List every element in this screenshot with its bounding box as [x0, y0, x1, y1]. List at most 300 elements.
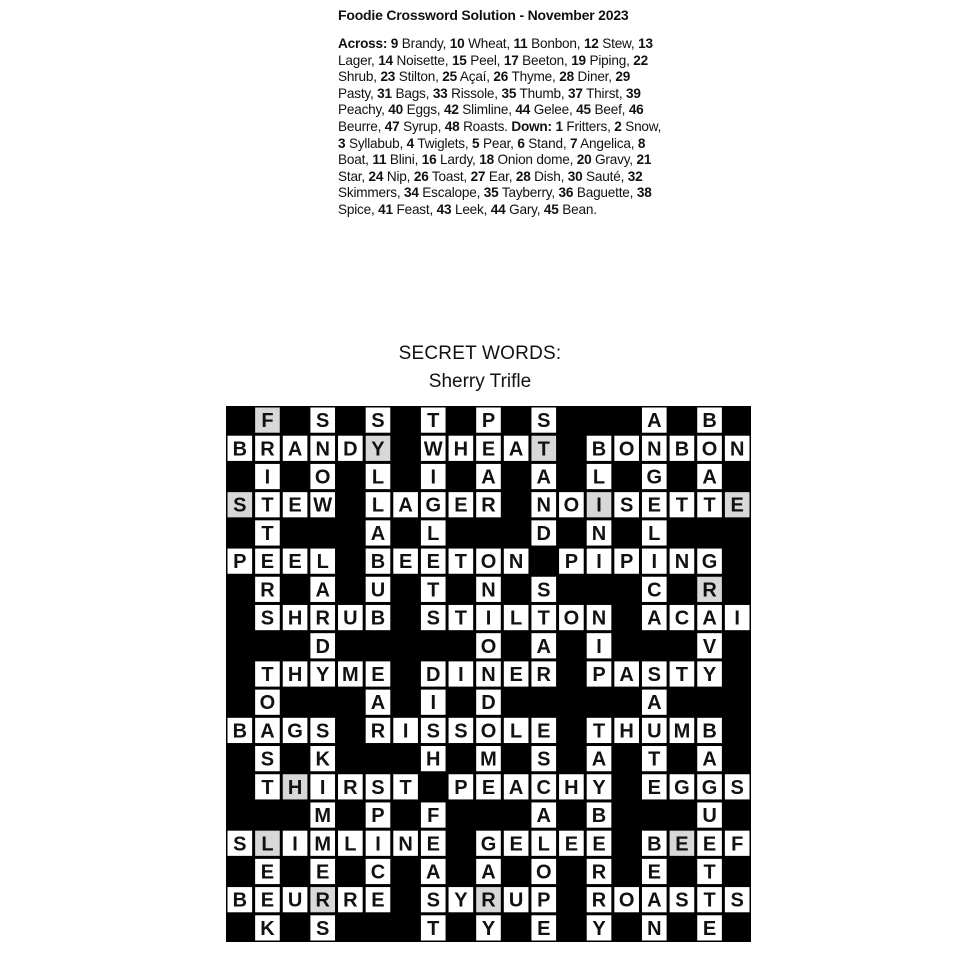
- down-clue-number: 3: [338, 135, 346, 151]
- grid-cell: [338, 774, 363, 799]
- grid-cell: [366, 718, 391, 743]
- grid-cell: [255, 577, 280, 602]
- cell-letter: A: [647, 607, 662, 630]
- cell-letter: B: [591, 438, 607, 461]
- grid-cell: [642, 464, 667, 489]
- cell-letter: S: [537, 748, 551, 771]
- grid-cell: [587, 633, 612, 658]
- cell-letter: N: [647, 917, 662, 940]
- cell-letter: R: [370, 720, 386, 743]
- cell-letter: I: [319, 776, 326, 799]
- grid-cell: [642, 436, 667, 461]
- cell-letter: S: [537, 579, 551, 602]
- grid-cell: [642, 408, 667, 433]
- solution-title: Foodie Crossword Solution - November 2023: [338, 7, 629, 23]
- grid-cell: [338, 436, 363, 461]
- across-clue-number: 9: [390, 36, 399, 51]
- grid-cell: [421, 492, 446, 517]
- grid-cell: [228, 831, 253, 856]
- across-clue-answer: Rissole: [451, 85, 495, 101]
- down-clue-number: 34: [403, 185, 419, 201]
- cell-letter: C: [536, 776, 551, 799]
- down-answers: 1 Fritters, 2 Snow, 3 Syllabub, 4 Twiglets, 5 Pear, 6 Stand, 7 Angelica, 8 Boat, 11 Blini, 16 Lardy, 18 Onion dome, 20 Gravy, 21 Star, 24 Nip, 26 Toast, 27 Ear, 28 Dish, 30 Sauté, 32 Skimmers, 34 Escalope, 35 Tayberry, 36 Baguette, 38 Spice, 41 Feast, 43 Leek, 44 Gary, 45 Bean.: [338, 118, 662, 217]
- grid-cell: [531, 831, 556, 856]
- cell-letter: L: [316, 551, 329, 574]
- cell-letter: S: [233, 494, 247, 517]
- grid-cell: [421, 859, 446, 884]
- cell-letter: O: [259, 692, 276, 715]
- grid-cell: [255, 690, 280, 715]
- grid-cell: [697, 661, 722, 686]
- cell-letter: D: [481, 692, 496, 715]
- grid-cell: [531, 436, 556, 461]
- grid-cell: [366, 464, 391, 489]
- cell-letter: S: [537, 410, 551, 433]
- grid-cell: [228, 492, 253, 517]
- cell-letter: A: [481, 466, 496, 489]
- cell-letter: G: [701, 551, 718, 574]
- grid-cell: [531, 408, 556, 433]
- grid-cell: [476, 915, 501, 940]
- down-clue-answer: Ear: [488, 168, 509, 184]
- cell-letter: S: [371, 410, 385, 433]
- grid-cell: [642, 887, 667, 912]
- cell-letter: T: [537, 607, 550, 630]
- cell-letter: C: [370, 861, 386, 884]
- grid-cell: [310, 887, 335, 912]
- grid-cell: [338, 887, 363, 912]
- grid-cell: [449, 718, 474, 743]
- grid-cell: [366, 887, 391, 912]
- cell-letter: P: [564, 551, 579, 574]
- grid-cell: [587, 915, 612, 940]
- cell-letter: Y: [592, 776, 606, 799]
- grid-cell: [697, 436, 722, 461]
- grid-cell: [310, 831, 335, 856]
- cell-letter: P: [454, 776, 468, 799]
- cell-letter: H: [287, 664, 303, 686]
- cell-letter: B: [647, 833, 662, 856]
- grid-cell: [697, 915, 722, 940]
- cell-letter: R: [702, 579, 717, 602]
- cell-letter: R: [591, 889, 607, 912]
- grid-cell: [449, 605, 474, 630]
- grid-cell: [614, 718, 639, 743]
- cell-letter: S: [316, 917, 330, 940]
- cell-letter: B: [591, 805, 607, 828]
- grid-cell: [338, 831, 363, 856]
- cell-letter: T: [592, 720, 606, 743]
- cell-letter: L: [510, 607, 523, 630]
- down-clue-number: 8: [637, 135, 646, 151]
- grid-cell: [587, 746, 612, 771]
- cell-letter: A: [536, 466, 551, 489]
- grid-cell: [476, 436, 501, 461]
- cell-letter: M: [314, 805, 332, 828]
- down-clue-answer: Lardy: [440, 152, 473, 168]
- across-clue-number: 10: [449, 36, 465, 51]
- cell-letter: E: [288, 551, 302, 574]
- cell-letter: E: [592, 833, 606, 856]
- cell-letter: Y: [316, 664, 330, 686]
- grid-cell: [366, 605, 391, 630]
- grid-cell: [366, 774, 391, 799]
- cell-letter: E: [288, 494, 302, 517]
- grid-cell: [614, 549, 639, 574]
- cell-letter: S: [426, 889, 440, 912]
- cell-letter: A: [370, 522, 386, 545]
- down-clue-number: 18: [479, 152, 494, 168]
- across-clue-number: 45: [576, 102, 591, 118]
- cell-letter: N: [315, 438, 330, 461]
- cell-letter: G: [646, 466, 663, 489]
- grid-cell: [642, 605, 667, 630]
- solution-body: [338, 36, 668, 219]
- cell-letter: Y: [592, 917, 606, 940]
- grid-cell: [670, 661, 695, 686]
- across-clue-answer: Brandy: [401, 36, 443, 51]
- across-clue-number: 47: [384, 118, 400, 134]
- down-clue-number: 30: [567, 168, 583, 184]
- grid-cell: [697, 633, 722, 658]
- cell-letter: I: [734, 607, 740, 630]
- grid-cell: [476, 774, 501, 799]
- grid-cell: [366, 859, 391, 884]
- grid-cell: [366, 690, 391, 715]
- across-clue-number: 33: [432, 85, 448, 101]
- grid-cell: [559, 605, 584, 630]
- cell-letter: U: [647, 720, 662, 743]
- grid-cell: [531, 577, 556, 602]
- cell-letter: O: [535, 861, 552, 884]
- grid-cell: [476, 859, 501, 884]
- down-clue-number: 36: [558, 185, 574, 201]
- cell-letter: E: [730, 494, 744, 517]
- grid-cell: [449, 492, 474, 517]
- grid-cell: [504, 831, 529, 856]
- cell-letter: D: [343, 438, 358, 461]
- grid-cell: [697, 605, 722, 630]
- across-clue-answer: Beef: [594, 102, 622, 118]
- down-clue-answer: Feast: [396, 201, 430, 217]
- grid-cell: [670, 831, 695, 856]
- across-clue-number: 12: [583, 36, 599, 51]
- grid-cell: [476, 746, 501, 771]
- cell-letter: T: [703, 889, 716, 912]
- cell-letter: K: [315, 748, 330, 771]
- across-clue-answer: Piping: [589, 52, 627, 68]
- secret-words-title: SECRET WORDS:: [398, 343, 562, 364]
- cell-letter: R: [260, 438, 275, 461]
- cell-letter: P: [619, 551, 634, 574]
- across-clue-number: 28: [559, 69, 574, 85]
- cell-letter: S: [647, 664, 661, 686]
- cell-letter: A: [702, 748, 717, 771]
- cell-letter: P: [481, 410, 496, 433]
- grid-cell: [421, 887, 446, 912]
- cell-letter: Y: [481, 917, 496, 940]
- cell-letter: W: [423, 438, 443, 461]
- across-clue-answer: Wheat: [468, 36, 507, 51]
- cell-letter: H: [426, 748, 441, 771]
- grid-cell: [531, 464, 556, 489]
- cell-letter: B: [702, 410, 717, 433]
- grid-cell: [642, 661, 667, 686]
- grid-cell: [670, 774, 695, 799]
- cell-letter: D: [536, 522, 551, 545]
- cell-letter: O: [618, 438, 635, 461]
- cell-letter: Y: [702, 664, 717, 686]
- cell-letter: H: [453, 438, 469, 461]
- grid-cell: [476, 690, 501, 715]
- grid-cell: [642, 520, 667, 545]
- cell-letter: N: [481, 579, 496, 602]
- across-clue-number: 17: [503, 52, 519, 68]
- grid-cell: [476, 492, 501, 517]
- grid-cell: [531, 718, 556, 743]
- cell-letter: P: [592, 664, 606, 686]
- across-clue-number: 23: [380, 69, 396, 85]
- grid-cell: [228, 718, 253, 743]
- grid-cell: [725, 831, 750, 856]
- across-clue-answer: Stilton: [398, 69, 436, 85]
- down-clue-answer: Star: [338, 168, 362, 184]
- cell-letter: T: [399, 776, 412, 799]
- cell-letter: A: [508, 776, 524, 799]
- down-clue-answer: Gravy: [595, 152, 630, 168]
- cell-letter: E: [702, 917, 717, 940]
- across-clue-number: 19: [571, 52, 586, 68]
- grid-cell: [642, 718, 667, 743]
- across-clue-number: 44: [515, 102, 531, 118]
- cell-letter: E: [647, 494, 661, 517]
- cell-letter: R: [315, 607, 330, 630]
- down-clue-answer: Bean: [562, 201, 594, 217]
- cell-letter: S: [233, 833, 247, 856]
- grid-cell: [642, 746, 667, 771]
- across-clue-answer: Thyme: [511, 69, 553, 85]
- cell-letter: C: [674, 607, 690, 630]
- grid-cell: [587, 436, 612, 461]
- grid-cell: [642, 859, 667, 884]
- grid-cell: [366, 831, 391, 856]
- cell-letter: E: [702, 833, 717, 856]
- grid-cell: [421, 436, 446, 461]
- grid-cell: [587, 520, 612, 545]
- grid-cell: [310, 915, 335, 940]
- cell-letter: H: [287, 607, 303, 630]
- grid-cell: [393, 549, 418, 574]
- cell-letter: T: [261, 776, 274, 799]
- grid-cell: [697, 746, 722, 771]
- cell-letter: H: [287, 776, 303, 799]
- cell-letter: L: [510, 720, 523, 743]
- cell-letter: L: [648, 522, 661, 545]
- grid-cell: [393, 718, 418, 743]
- cell-letter: A: [536, 805, 551, 828]
- cell-letter: E: [398, 551, 413, 574]
- grid-cell: [283, 887, 308, 912]
- cell-letter: T: [454, 551, 467, 574]
- grid-cell: [559, 831, 584, 856]
- grid-cell: [393, 774, 418, 799]
- grid-cell: [449, 774, 474, 799]
- grid-cell: [476, 408, 501, 433]
- down-clue-answer: Dish: [534, 168, 561, 184]
- grid-cell: [366, 436, 391, 461]
- grid-cell: [504, 774, 529, 799]
- grid-cell: [476, 661, 501, 686]
- cell-letter: O: [563, 494, 580, 517]
- down-clue-answer: Snow: [625, 118, 658, 134]
- cell-letter: O: [563, 607, 580, 630]
- grid-cell: [421, 915, 446, 940]
- across-clue-answer: Thirst: [586, 85, 619, 101]
- cell-letter: D: [426, 664, 441, 686]
- cell-letter: I: [596, 551, 602, 574]
- grid-cell: [476, 549, 501, 574]
- grid-cell: [366, 802, 391, 827]
- grid-cell: [476, 831, 501, 856]
- grid-cell: [255, 408, 280, 433]
- cell-letter: N: [398, 833, 413, 856]
- down-clue-number: 5: [472, 135, 480, 151]
- cell-letter: E: [371, 664, 385, 686]
- cell-letter: D: [315, 635, 330, 658]
- down-clue-answer: Skimmers: [338, 185, 397, 201]
- cell-letter: L: [344, 833, 357, 856]
- grid-cell: [476, 464, 501, 489]
- cell-letter: A: [702, 607, 717, 630]
- grid-cell: [255, 549, 280, 574]
- grid-cell: [504, 436, 529, 461]
- cell-letter: A: [508, 438, 524, 461]
- down-clue-number: 11: [372, 152, 387, 168]
- grid-cell: [421, 690, 446, 715]
- cell-letter: I: [596, 494, 602, 517]
- grid-cell: [697, 464, 722, 489]
- grid-cell: [283, 831, 308, 856]
- cell-letter: G: [701, 776, 718, 799]
- down-clue-number: 41: [378, 201, 393, 217]
- cell-letter: I: [292, 833, 298, 856]
- grid-cell: [255, 520, 280, 545]
- cell-letter: H: [619, 720, 634, 743]
- cell-letter: U: [508, 889, 524, 912]
- grid-cell: [421, 549, 446, 574]
- cell-letter: B: [232, 889, 248, 912]
- cell-letter: P: [537, 889, 551, 912]
- grid-cell: [697, 887, 722, 912]
- grid-cell: [283, 661, 308, 686]
- grid-cell: [449, 887, 474, 912]
- across-clue-answer: Syrup: [403, 118, 438, 134]
- down-clue-answer: Fritters: [566, 118, 608, 134]
- grid-cell: [642, 774, 667, 799]
- cell-letter: R: [591, 861, 607, 884]
- cell-letter: L: [537, 833, 550, 856]
- cell-letter: I: [430, 692, 437, 715]
- cell-letter: N: [591, 522, 607, 545]
- grid-cell: [559, 774, 584, 799]
- cell-letter: S: [730, 889, 744, 912]
- down-clue-answer: Escalope: [422, 185, 477, 201]
- cell-letter: S: [260, 748, 275, 771]
- cell-letter: R: [481, 494, 496, 517]
- cell-letter: B: [674, 438, 690, 461]
- grid-cell: [283, 605, 308, 630]
- grid-cell: [587, 774, 612, 799]
- cell-letter: S: [730, 776, 744, 799]
- cell-letter: R: [343, 776, 358, 799]
- grid-cell: [670, 492, 695, 517]
- down-clue-answer: Blini: [389, 152, 415, 168]
- grid-cell: [670, 887, 695, 912]
- cell-letter: L: [592, 466, 606, 489]
- cell-letter: I: [596, 635, 602, 658]
- grid-cell: [310, 577, 335, 602]
- across-clue-answer: Bonbon: [531, 36, 577, 51]
- grid-cell: [587, 859, 612, 884]
- cell-letter: S: [316, 410, 330, 433]
- down-clue-answer: Onion dome: [497, 152, 570, 168]
- cell-letter: E: [260, 861, 275, 884]
- cell-letter: A: [398, 494, 413, 517]
- cell-letter: U: [287, 889, 303, 912]
- down-clue-answer: Sauté: [586, 168, 621, 184]
- down-clue-number: 43: [436, 201, 452, 217]
- cell-letter: E: [316, 861, 330, 884]
- grid-cell: [697, 577, 722, 602]
- grid-cell: [283, 436, 308, 461]
- grid-cell: [697, 802, 722, 827]
- cell-letter: G: [425, 494, 442, 517]
- cell-letter: B: [370, 551, 386, 574]
- grid-cell: [504, 718, 529, 743]
- grid-cell: [255, 718, 280, 743]
- grid-cell: [310, 464, 335, 489]
- across-clue-answer: Stew: [602, 36, 631, 51]
- grid-cell: [725, 887, 750, 912]
- cell-letter: S: [619, 494, 634, 517]
- cell-letter: R: [260, 579, 275, 602]
- cell-letter: M: [673, 720, 691, 743]
- grid-cell: [283, 718, 308, 743]
- across-clue-number: 31: [377, 85, 392, 101]
- grid-cell: [283, 549, 308, 574]
- cell-letter: H: [564, 776, 579, 799]
- grid-cell: [642, 492, 667, 517]
- grid-cell: [449, 661, 474, 686]
- cell-letter: E: [426, 551, 440, 574]
- grid-cell: [614, 492, 639, 517]
- secret-words-answer: Sherry Trifle: [428, 371, 532, 392]
- cell-letter: E: [537, 720, 551, 743]
- cell-letter: O: [480, 635, 497, 658]
- across-clue-number: 25: [442, 69, 458, 85]
- down-clue-number: 16: [421, 152, 437, 168]
- grid-cell: [697, 774, 722, 799]
- cell-letter: R: [481, 889, 496, 912]
- cell-letter: S: [260, 607, 275, 630]
- grid-cell: [366, 408, 391, 433]
- grid-cell: [587, 831, 612, 856]
- grid-cell: [587, 718, 612, 743]
- down-clue-answer: Syllabub: [348, 135, 400, 151]
- crossword-grid-svg: [226, 406, 751, 942]
- grid-cell: [421, 746, 446, 771]
- grid-cell: [531, 633, 556, 658]
